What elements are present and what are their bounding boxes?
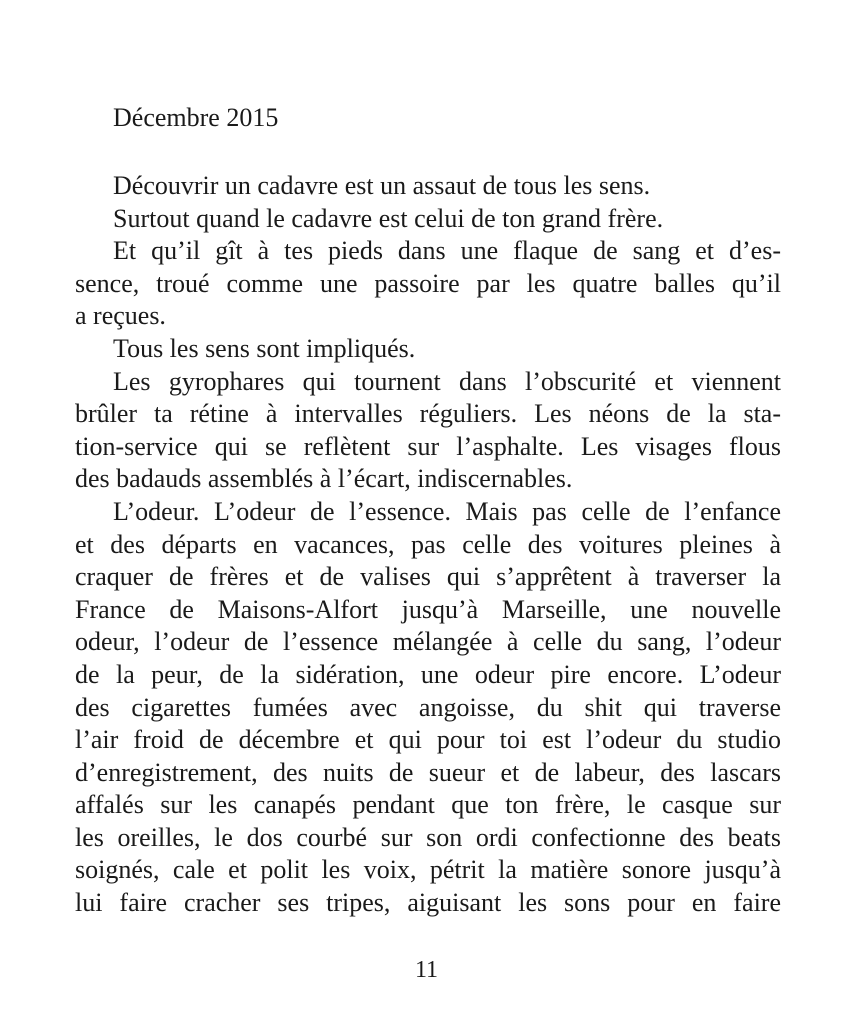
text-line: affalés sur les canapés pendant que ton frère, le casque sur (75, 790, 781, 820)
text-line: de la peur, de la sidération, une odeur pire encore. L’odeur (75, 659, 781, 689)
text-line: Tous les sens sont impliqués. (113, 333, 416, 363)
text-line: Découvrir un cadavre est un assaut de tous les sens. (113, 171, 651, 200)
body-text (75, 170, 781, 920)
text-line: d’enregistrement, des nuits de sueur et de labeur, des lascars (75, 757, 781, 787)
text-line: Les gyrophares qui tournent dans l’obscurité et viennent (113, 366, 781, 396)
text-line: craquer de frères et de valises qui s’apprêtent à traverser la (75, 562, 781, 592)
text-line: L’odeur. L’odeur de l’essence. Mais pas celle de l’enfance (113, 496, 781, 526)
text-line: l’air froid de décembre et qui pour toi est l’odeur du studio (75, 725, 781, 755)
text-line: tion-service qui se reflètent sur l’asphalte. Les visages flous (75, 431, 781, 461)
text-line: France de Maisons-Alfort jusqu’à Marseille, une nouvelle (75, 594, 781, 624)
text-line: lui faire cracher ses tripes, aiguisant les sons pour en faire (75, 888, 781, 918)
text-line: Surtout quand le cadavre est celui de ton grand frère. (113, 203, 664, 233)
page-number: 11 (414, 957, 439, 983)
text-line: des cigarettes fumées avec angoisse, du shit qui traverse (75, 692, 781, 722)
text-line: brûler ta rétine à intervalles réguliers. Les néons de la sta- (75, 399, 781, 429)
text-line: des badauds assemblés à l’écart, indiscernables. (75, 464, 573, 494)
text-line: a reçues. (75, 301, 166, 331)
text-line: soignés, cale et polit les voix, pétrit la matière sonore jusqu’à (75, 855, 781, 885)
text-line: sence, troué comme une passoire par les quatre balles qu’il (75, 268, 781, 298)
chapter-date-heading: Décembre 2015 (113, 103, 279, 132)
text-line: les oreilles, le dos courbé sur son ordi confectionne des beats (75, 822, 781, 852)
text-line: odeur, l’odeur de l’essence mélangée à celle du sang, l’odeur (75, 627, 781, 657)
text-line: et des départs en vacances, pas celle des voitures pleines à (75, 529, 781, 559)
text-line: Et qu’il gît à tes pieds dans une flaque de sang et d’es- (113, 236, 781, 266)
